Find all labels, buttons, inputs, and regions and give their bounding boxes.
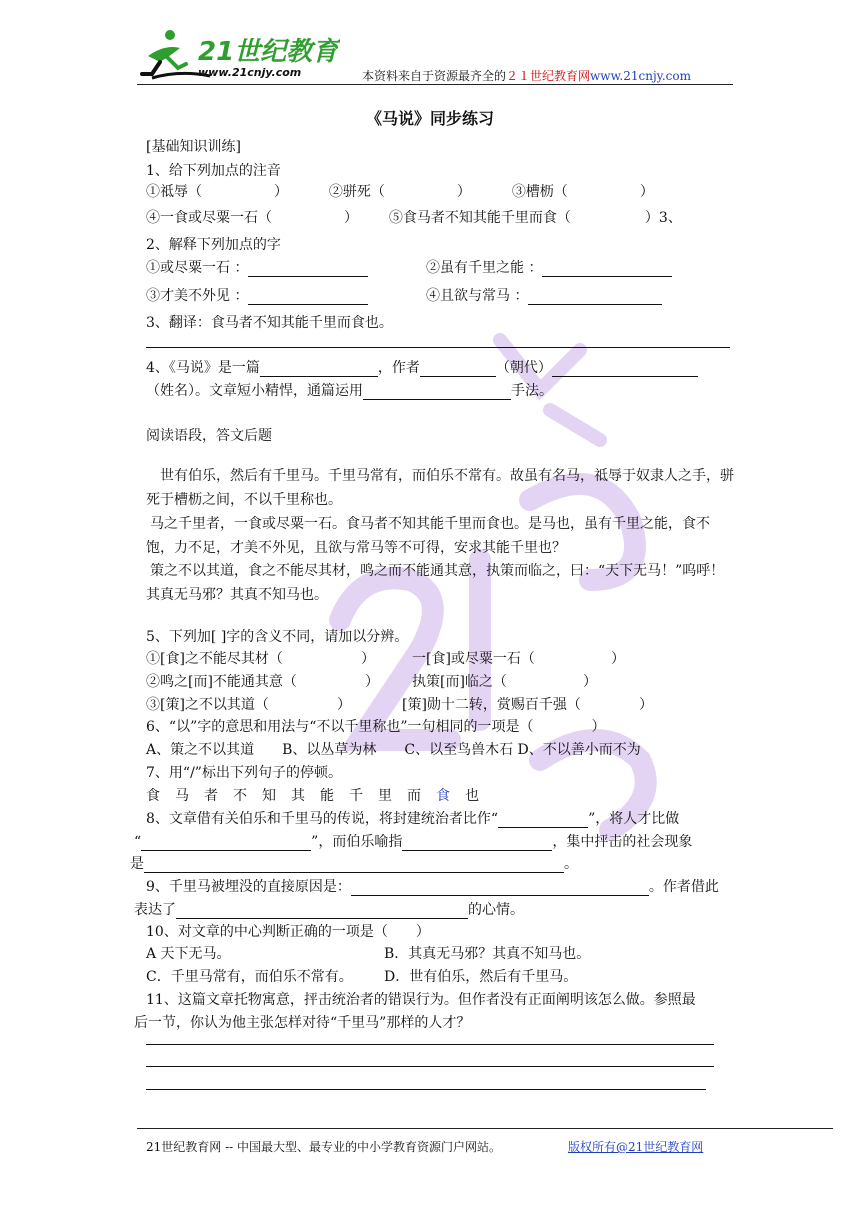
q1-row2: ④一食或尽粟一石（ ） ⑤食马者不知其能千里而食（ ）3、 xyxy=(146,210,682,226)
q4-line2: （姓名）。文章短小精悍，通篇运用 手法。 xyxy=(146,383,553,399)
header-link[interactable]: www.21cnjy.com xyxy=(590,69,691,83)
answer-blank[interactable] xyxy=(351,881,649,896)
reading-title: 阅读语段，答文后题 xyxy=(146,428,272,444)
q7-sentence: 食 马 者 不 知 其 能 千 里 而 食 也 xyxy=(146,788,479,804)
q7-stem: 7、用“/”标出下列句子的停顿。 xyxy=(146,765,342,781)
answer-line[interactable] xyxy=(146,347,730,348)
q10-option-b: B．其真无马邪？其真不知马也。 xyxy=(384,946,591,962)
answer-line[interactable] xyxy=(146,1044,714,1045)
q10-option-d: D．世有伯乐，然后有千里马。 xyxy=(384,969,578,985)
q5-stem: 5、下列加[ ]字的含义不同，请加以分辨。 xyxy=(146,629,409,645)
q8-line3: 是 。 xyxy=(130,856,578,872)
q8-line1: 8、文章借有关伯乐和千里马的传说，将封建统治者比作“ ”，将人才比做 xyxy=(146,811,680,827)
header-rule xyxy=(137,84,733,85)
q2-stem: 2、解释下列加点的字 xyxy=(146,237,281,253)
q2-d: ④且欲与常马 ： xyxy=(426,285,662,305)
footer-text: 21世纪教育网 -- 中国最大型、最专业的中小学教育资源门户网站。 xyxy=(146,1140,502,1154)
q2-c: ③才美不外见 ： xyxy=(146,285,368,305)
q5-row2b: 执策[而]临之（ ） xyxy=(412,674,597,690)
answer-blank[interactable] xyxy=(260,362,378,377)
passage-p1: 世有伯乐，然后有千里马。千里马常有，而伯乐不常有。故虽有名马，祗辱于奴隶人之手，骈死于槽枥之间，不以千里称也。 xyxy=(146,468,734,508)
footer-rule xyxy=(137,1128,833,1129)
answer-blank[interactable] xyxy=(498,813,588,828)
answer-line[interactable] xyxy=(146,1066,714,1067)
svg-text:www.21cnjy.com: www.21cnjy.com xyxy=(198,66,302,79)
answer-blank[interactable] xyxy=(248,290,368,305)
q6-stem: 6、“以”字的意思和用法与“不以千里称也”一句相同的一项是（ ） xyxy=(146,719,606,735)
answer-blank[interactable] xyxy=(420,362,496,377)
answer-blank[interactable] xyxy=(141,836,311,851)
svg-text:21世纪教育: 21世纪教育 xyxy=(198,37,339,67)
q11-line2: 后一节，你认为他主张怎样对待“千里马”那样的人才？ xyxy=(134,1015,471,1031)
answer-blank[interactable] xyxy=(363,385,511,400)
header-note: 本资料来自于资源最齐全的２１世纪教育网www.21cnjy.com xyxy=(362,69,691,83)
footer-copyright-link[interactable]: 版权所有@21世纪教育网 xyxy=(568,1140,704,1154)
q8-line2: “ ”，而伯乐喻指 ，集中抨击的社会现象 xyxy=(134,834,693,850)
site-logo xyxy=(140,26,340,82)
q5-row1: ①[食]之不能尽其材（ ） xyxy=(146,651,375,667)
answer-line[interactable] xyxy=(146,1089,706,1090)
answer-blank[interactable] xyxy=(552,362,698,377)
answer-blank[interactable] xyxy=(144,858,564,873)
q9-line1: 9、千里马被埋没的直接原因是： 。作者借此 xyxy=(146,879,719,895)
q11-line1: 11、这篇文章托物寓意，抨击统治者的错误行为。但作者没有正面阐明该怎么做。参照最 xyxy=(146,992,696,1008)
q2-b: ②虽有千里之能 ： xyxy=(426,257,672,277)
q1-row1: ①祗辱（ ） ②骈死（ ） ③槽枥（ ） xyxy=(146,184,654,200)
q5-row3: ③[策]之不以其道（ ） xyxy=(146,697,351,713)
section-basic: [基础知识训练] xyxy=(146,139,241,155)
q10-stem: 10、对文章的中心判断正确的一项是（ ） xyxy=(146,924,430,940)
q9-line2: 表达了 的心情。 xyxy=(134,902,524,918)
q1-stem: 1、给下列加点的注音 xyxy=(146,163,281,179)
page-title: 《马说》同步练习 xyxy=(365,109,494,128)
q5-row2: ②鸣之[而]不能通其意（ ） xyxy=(146,674,379,690)
passage-p3: 策之不以其道，食之不能尽其材，鸣之而不能通其意，执策而临之，曰：“天下无马！”呜呼！其真无马邪？其真不知马也。 xyxy=(146,563,725,603)
q10-option-c: C．千里马常有，而伯乐不常有。 xyxy=(146,969,353,985)
answer-blank[interactable] xyxy=(528,290,662,305)
q4-line1: 4、《马说》是一篇 ，作者 （朝代） xyxy=(146,357,698,377)
q5-row1b: 一[食]或尽粟一石（ ） xyxy=(412,651,625,667)
answer-blank[interactable] xyxy=(402,836,552,851)
answer-blank[interactable] xyxy=(542,262,672,277)
answer-blank[interactable] xyxy=(248,262,368,277)
q3-stem: 3、翻译：食马者不知其能千里而食也。 xyxy=(146,315,393,331)
q10-option-a: A 天下无马。 xyxy=(146,946,231,962)
answer-blank[interactable] xyxy=(176,904,468,919)
q5-row3b: [策]勋十二转，赏赐百千强（ ） xyxy=(402,697,653,713)
q6-options: A、策之不以其道 B、以丛草为林 C、以至鸟兽木石 D、不以善小而不为 xyxy=(146,742,641,758)
passage-p2: 马之千里者，一食或尽粟一石。食马者不知其能千里而食也。是马也，虽有千里之能，食不饱，力不足，才美不外见，且欲与常马等不可得，安求其能千里也？ xyxy=(146,516,710,556)
q2-a: ①或尽粟一石 ： xyxy=(146,257,368,277)
